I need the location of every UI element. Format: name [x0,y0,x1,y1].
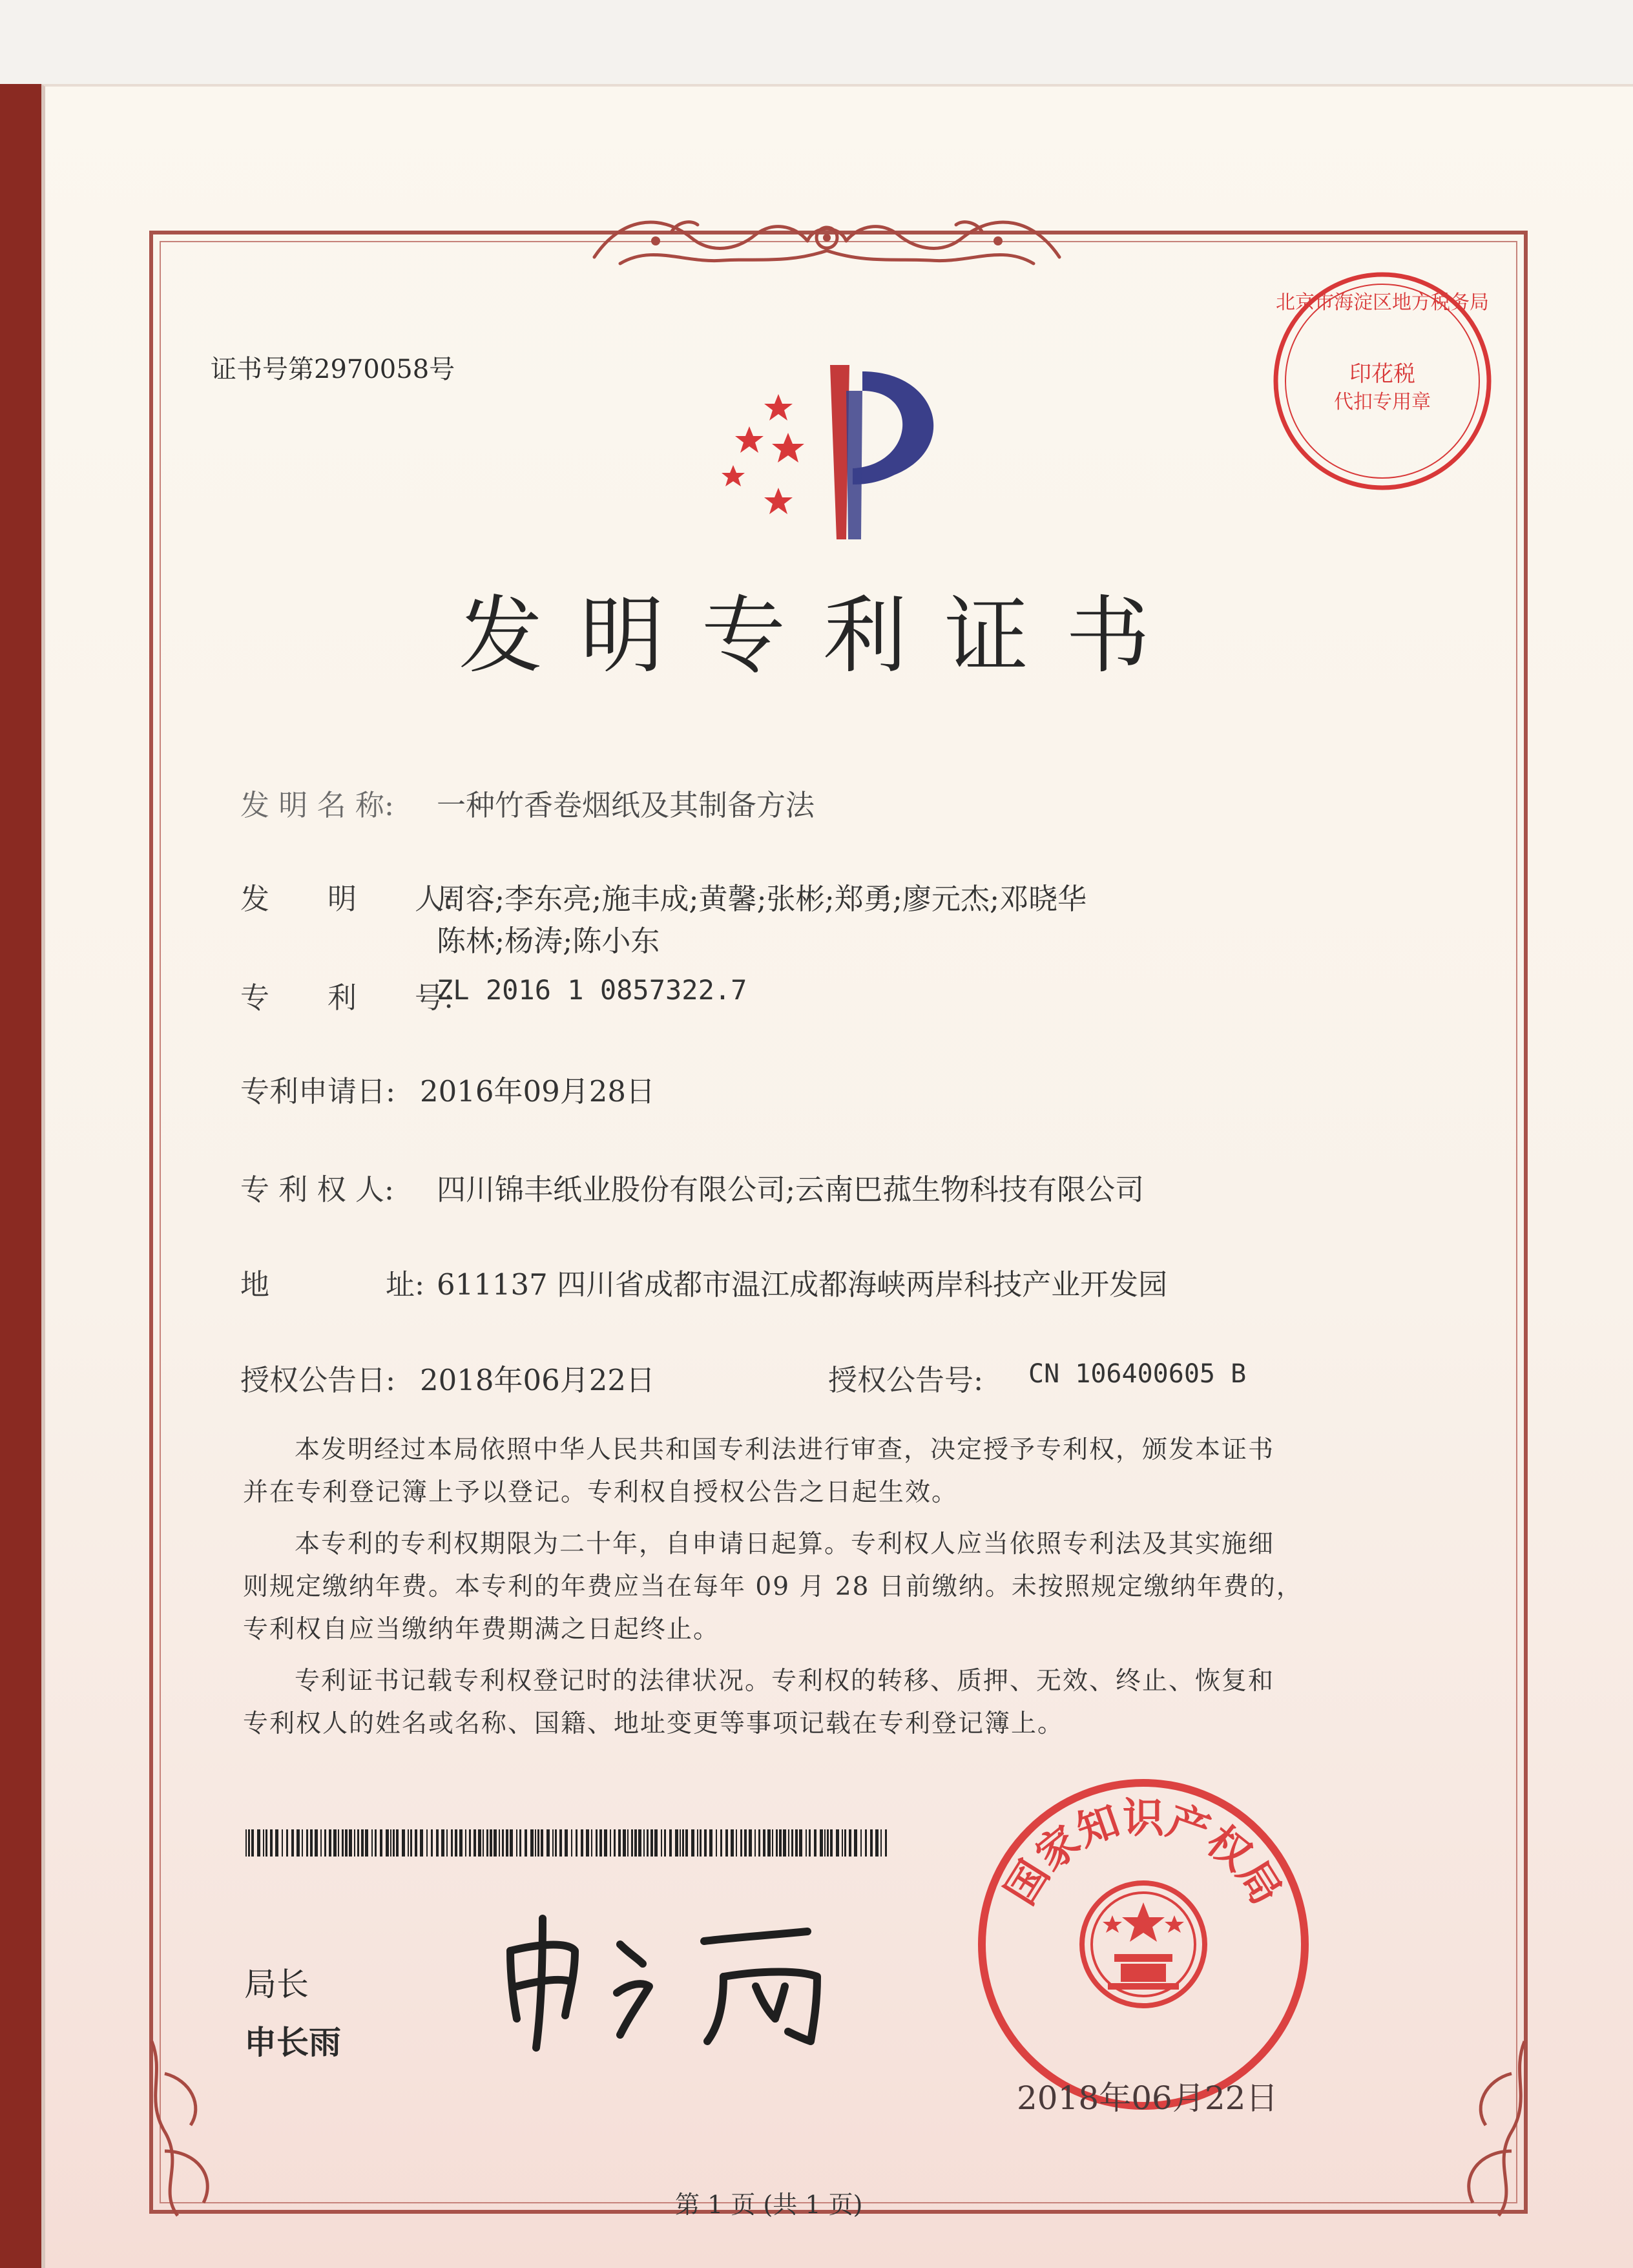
barcode-bar [809,1829,811,1857]
barcode-bar [263,1829,264,1857]
barcode-bar [410,1829,412,1857]
barcode-bar [763,1829,765,1857]
barcode-bar [720,1829,722,1857]
barcode-bar [604,1829,607,1857]
corner-ornament-icon [139,2035,249,2222]
barcode-bar [402,1829,405,1857]
barcode-bar [329,1829,331,1857]
barcode-bar [516,1829,517,1857]
barcode-bar [680,1829,681,1857]
barcode-bar [631,1829,633,1857]
barcode-bar [459,1829,463,1857]
barcode-bar [251,1829,254,1857]
barcode-bar [559,1829,562,1857]
barcode-bar [824,1829,826,1857]
barcode-bar [478,1829,481,1857]
barcode-bar [291,1829,294,1857]
barcode-bar [525,1829,527,1857]
barcode-bar [830,1829,833,1857]
barcode-bar [610,1829,611,1857]
filing-date-value: 2016年09月28日 [420,1074,656,1108]
barcode-bar [875,1829,879,1857]
barcode-bar [767,1829,771,1857]
invention-name-value: 一种竹香卷烟纸及其制备方法 [437,788,815,822]
barcode-bar [870,1829,873,1857]
paragraph-line: 专利权自应当缴纳年费期满之日起终止。 [243,1615,720,1644]
barcode-bar [390,1829,391,1857]
barcode-bar [654,1829,658,1857]
barcode-bar [783,1829,786,1857]
grant-number-label: 授权公告号: [828,1363,984,1397]
barcode-bar [333,1829,337,1857]
top-ornament-icon [581,205,1072,276]
barcode-bar [836,1829,839,1857]
barcode-bar [555,1829,557,1857]
barcode-bar [627,1829,629,1857]
paragraph-line: 本发明经过本局依照中华人民共和国专利法进行审查，决定授予专利权，颁发本证书 [295,1435,1275,1464]
paragraph-line: 本专利的专利权期限为二十年，自申请日起算。专利权人应当依照专利法及其实施细 [295,1530,1275,1559]
barcode-bar [731,1829,734,1857]
barcode-bar [408,1829,409,1857]
barcode-bar [865,1829,867,1857]
paragraph-line: 并在专利登记簿上予以登记。专利权自授权公告之日起生效。 [243,1478,959,1507]
barcode-bar [814,1829,816,1857]
barcode-bar [799,1829,802,1857]
barcode-bar [302,1829,303,1857]
barcode-bar [499,1829,500,1857]
barcode-bar [795,1829,798,1857]
paragraph-1 [243,1429,1399,1514]
barcode-bar [502,1829,504,1857]
barcode-bar [455,1829,457,1857]
barcode-bar [310,1829,313,1857]
barcode-bar [248,1829,250,1857]
barcode-bar [664,1829,666,1857]
barcode-bar [704,1829,707,1857]
barcode-bar [494,1829,497,1857]
barcode-bar [849,1829,851,1857]
barcode-bar [446,1829,448,1857]
barcode-bar [827,1829,829,1857]
barcode-bar [349,1829,352,1857]
barcode-bar [596,1829,598,1857]
barcode-bar [546,1829,550,1857]
barcode-bar [324,1829,326,1857]
barcode-bar [740,1829,742,1857]
national-ip-seal-icon [969,1770,1318,2119]
svg-text:国家知识产权局: 国家知识产权局 [996,1794,1291,1913]
barcode-bar [772,1829,773,1857]
barcode-bar [537,1829,539,1857]
address-value: 611137 四川省成都市温江成都海峡两岸科技产业开发园 [437,1267,1168,1302]
corner-ornament-icon [1428,2035,1537,2222]
barcode-bar [519,1829,521,1857]
barcode-bar [638,1829,641,1857]
certificate-title: 发明专利证书 [459,587,1188,685]
barcode-bar [415,1829,417,1857]
barcode-bar [788,1829,789,1857]
barcode-bar [806,1829,807,1857]
barcode-bar [306,1829,308,1857]
barcode-bar [586,1829,589,1857]
barcode-bar [275,1829,278,1857]
barcode-bar [614,1829,616,1857]
barcode-bar [436,1829,439,1857]
barcode-bar [682,1829,684,1857]
paragraph-line: 则规定缴纳年费。本专利的年费应当在每年 09 月 28 日前缴纳。未按照规定缴纳年费的， [243,1572,1303,1601]
barcode-bar [758,1829,760,1857]
barcode-bar [647,1829,649,1857]
barcode-bar [736,1829,737,1857]
barcode-bar [618,1829,621,1857]
barcode-bar [286,1829,288,1857]
barcode-bar [623,1829,626,1857]
barcode-bar [473,1829,476,1857]
director-title: 局长 [244,1966,309,2003]
filing-date-label: 专利申请日: [240,1074,396,1108]
barcode-bar [506,1829,508,1857]
barcode-bar [420,1829,423,1857]
barcode-bar [661,1829,662,1857]
certificate-number: 证书号第2970058号 [211,355,455,384]
patent-number-label: 专 利 号: [240,981,454,1015]
inventors-value-line1: 周容;李东亮;施丰成;黄馨;张彬;郑勇;廖元杰;邓晓华 [437,882,1087,916]
svg-text:代扣专用章: 代扣专用章 [1334,391,1431,413]
paragraph-line: 专利证书记载专利权登记时的法律状况。专利权的转移、质押、无效、终止、恢复和 [295,1667,1275,1696]
barcode-bar [700,1829,702,1857]
national-emblem-icon [1082,1883,1205,2006]
barcode-bar [643,1829,645,1857]
patentee-value: 四川锦丰纸业股份有限公司;云南巴菰生物科技有限公司 [437,1172,1145,1207]
barcode-bar [581,1829,583,1857]
page-number: 第 1 页 (共 1 页) [675,2190,863,2219]
barcode-bar [371,1829,373,1857]
barcode-bar [599,1829,602,1857]
grant-date-value: 2018年06月22日 [420,1363,656,1397]
barcode-bar [885,1829,887,1857]
barcode-icon [245,1829,891,1857]
paragraph-3 [243,1660,1399,1745]
barcode-bar [396,1829,399,1857]
barcode-bar [393,1829,395,1857]
barcode-bar [361,1829,364,1857]
barcode-bar [510,1829,513,1857]
barcode-bar [431,1829,433,1857]
barcode-bar [669,1829,672,1857]
barcode-bar [685,1829,688,1857]
barcode-bar [691,1829,694,1857]
barcode-bar [675,1829,678,1857]
barcode-bar [541,1829,543,1857]
barcode-bar [354,1829,355,1857]
barcode-bar [779,1829,782,1857]
barcode-bar [552,1829,554,1857]
barcode-bar [791,1829,793,1857]
barcode-bar [365,1829,368,1857]
barcode-bar [265,1829,267,1857]
barcode-bar [844,1829,846,1857]
barcode-bar [697,1829,698,1857]
barcode-bar [296,1829,300,1857]
seal-date: 2018年06月22日 [1017,2079,1278,2117]
barcode-bar [315,1829,318,1857]
inventors-value-line2: 陈林;杨涛;陈小东 [437,924,660,958]
barcode-bar [486,1829,488,1857]
barcode-bar [345,1829,348,1857]
barcode-bar [469,1829,471,1857]
barcode-bar [451,1829,453,1857]
barcode-bar [749,1829,752,1857]
grant-number-value: CN 106400605 B [1028,1359,1247,1389]
barcode-bar [342,1829,344,1857]
scan-background [0,0,1633,84]
barcode-bar [257,1829,260,1857]
barcode-bar [386,1829,389,1857]
barcode-bar [709,1829,712,1857]
barcode-bar [282,1829,283,1857]
barcode-bar [776,1829,778,1857]
barcode-bar [483,1829,484,1857]
inventors-label: 发 明 人: [240,882,454,916]
barcode-bar [716,1829,717,1857]
barcode-bar [320,1829,322,1857]
handwritten-signature [491,1906,840,2054]
patent-logo-icon [707,352,966,546]
star-icon [722,394,804,514]
paragraph-line: 专利权人的姓名或名称、国籍、地址变更等事项记载在专利登记簿上。 [243,1709,1065,1738]
tax-stamp-icon [1260,258,1505,504]
barcode-bar [634,1829,637,1857]
barcode-bar [754,1829,756,1857]
barcode-bar [270,1829,273,1857]
patentee-label: 专 利 权 人: [240,1172,395,1207]
barcode-bar [380,1829,382,1857]
invention-name-label: 发 明 名 称: [240,788,395,822]
barcode-bar [357,1829,359,1857]
barcode-bar [576,1829,577,1857]
barcode-bar [245,1829,247,1857]
svg-text:印花税: 印花税 [1349,361,1415,387]
barcode-bar [426,1829,428,1857]
barcode-bar [860,1829,862,1857]
barcode-bar [571,1829,572,1857]
barcode-bar [744,1829,747,1857]
barcode-bar [725,1829,728,1857]
barcode-bar [465,1829,466,1857]
barcode-bar [375,1829,377,1857]
patent-number-value: ZL 2016 1 0857322.7 [437,974,747,1006]
barcode-bar [842,1829,843,1857]
barcode-bar [441,1829,444,1857]
paragraph-2 [243,1523,1399,1651]
director-name: 申长雨 [244,2024,341,2061]
barcode-bar [854,1829,857,1857]
barcode-bar [490,1829,492,1857]
barcode-bar [820,1829,823,1857]
barcode-bar [338,1829,339,1857]
barcode-bar [565,1829,568,1857]
barcode-bar [530,1829,534,1857]
svg-text:北京市海淀区地方税务局: 北京市海淀区地方税务局 [1276,291,1489,314]
barcode-bar [650,1829,653,1857]
barcode-bar [591,1829,592,1857]
barcode-bar [535,1829,536,1857]
grant-date-label: 授权公告日: [240,1363,396,1397]
barcode-bar [880,1829,882,1857]
address-label: 地 址: [240,1267,425,1302]
